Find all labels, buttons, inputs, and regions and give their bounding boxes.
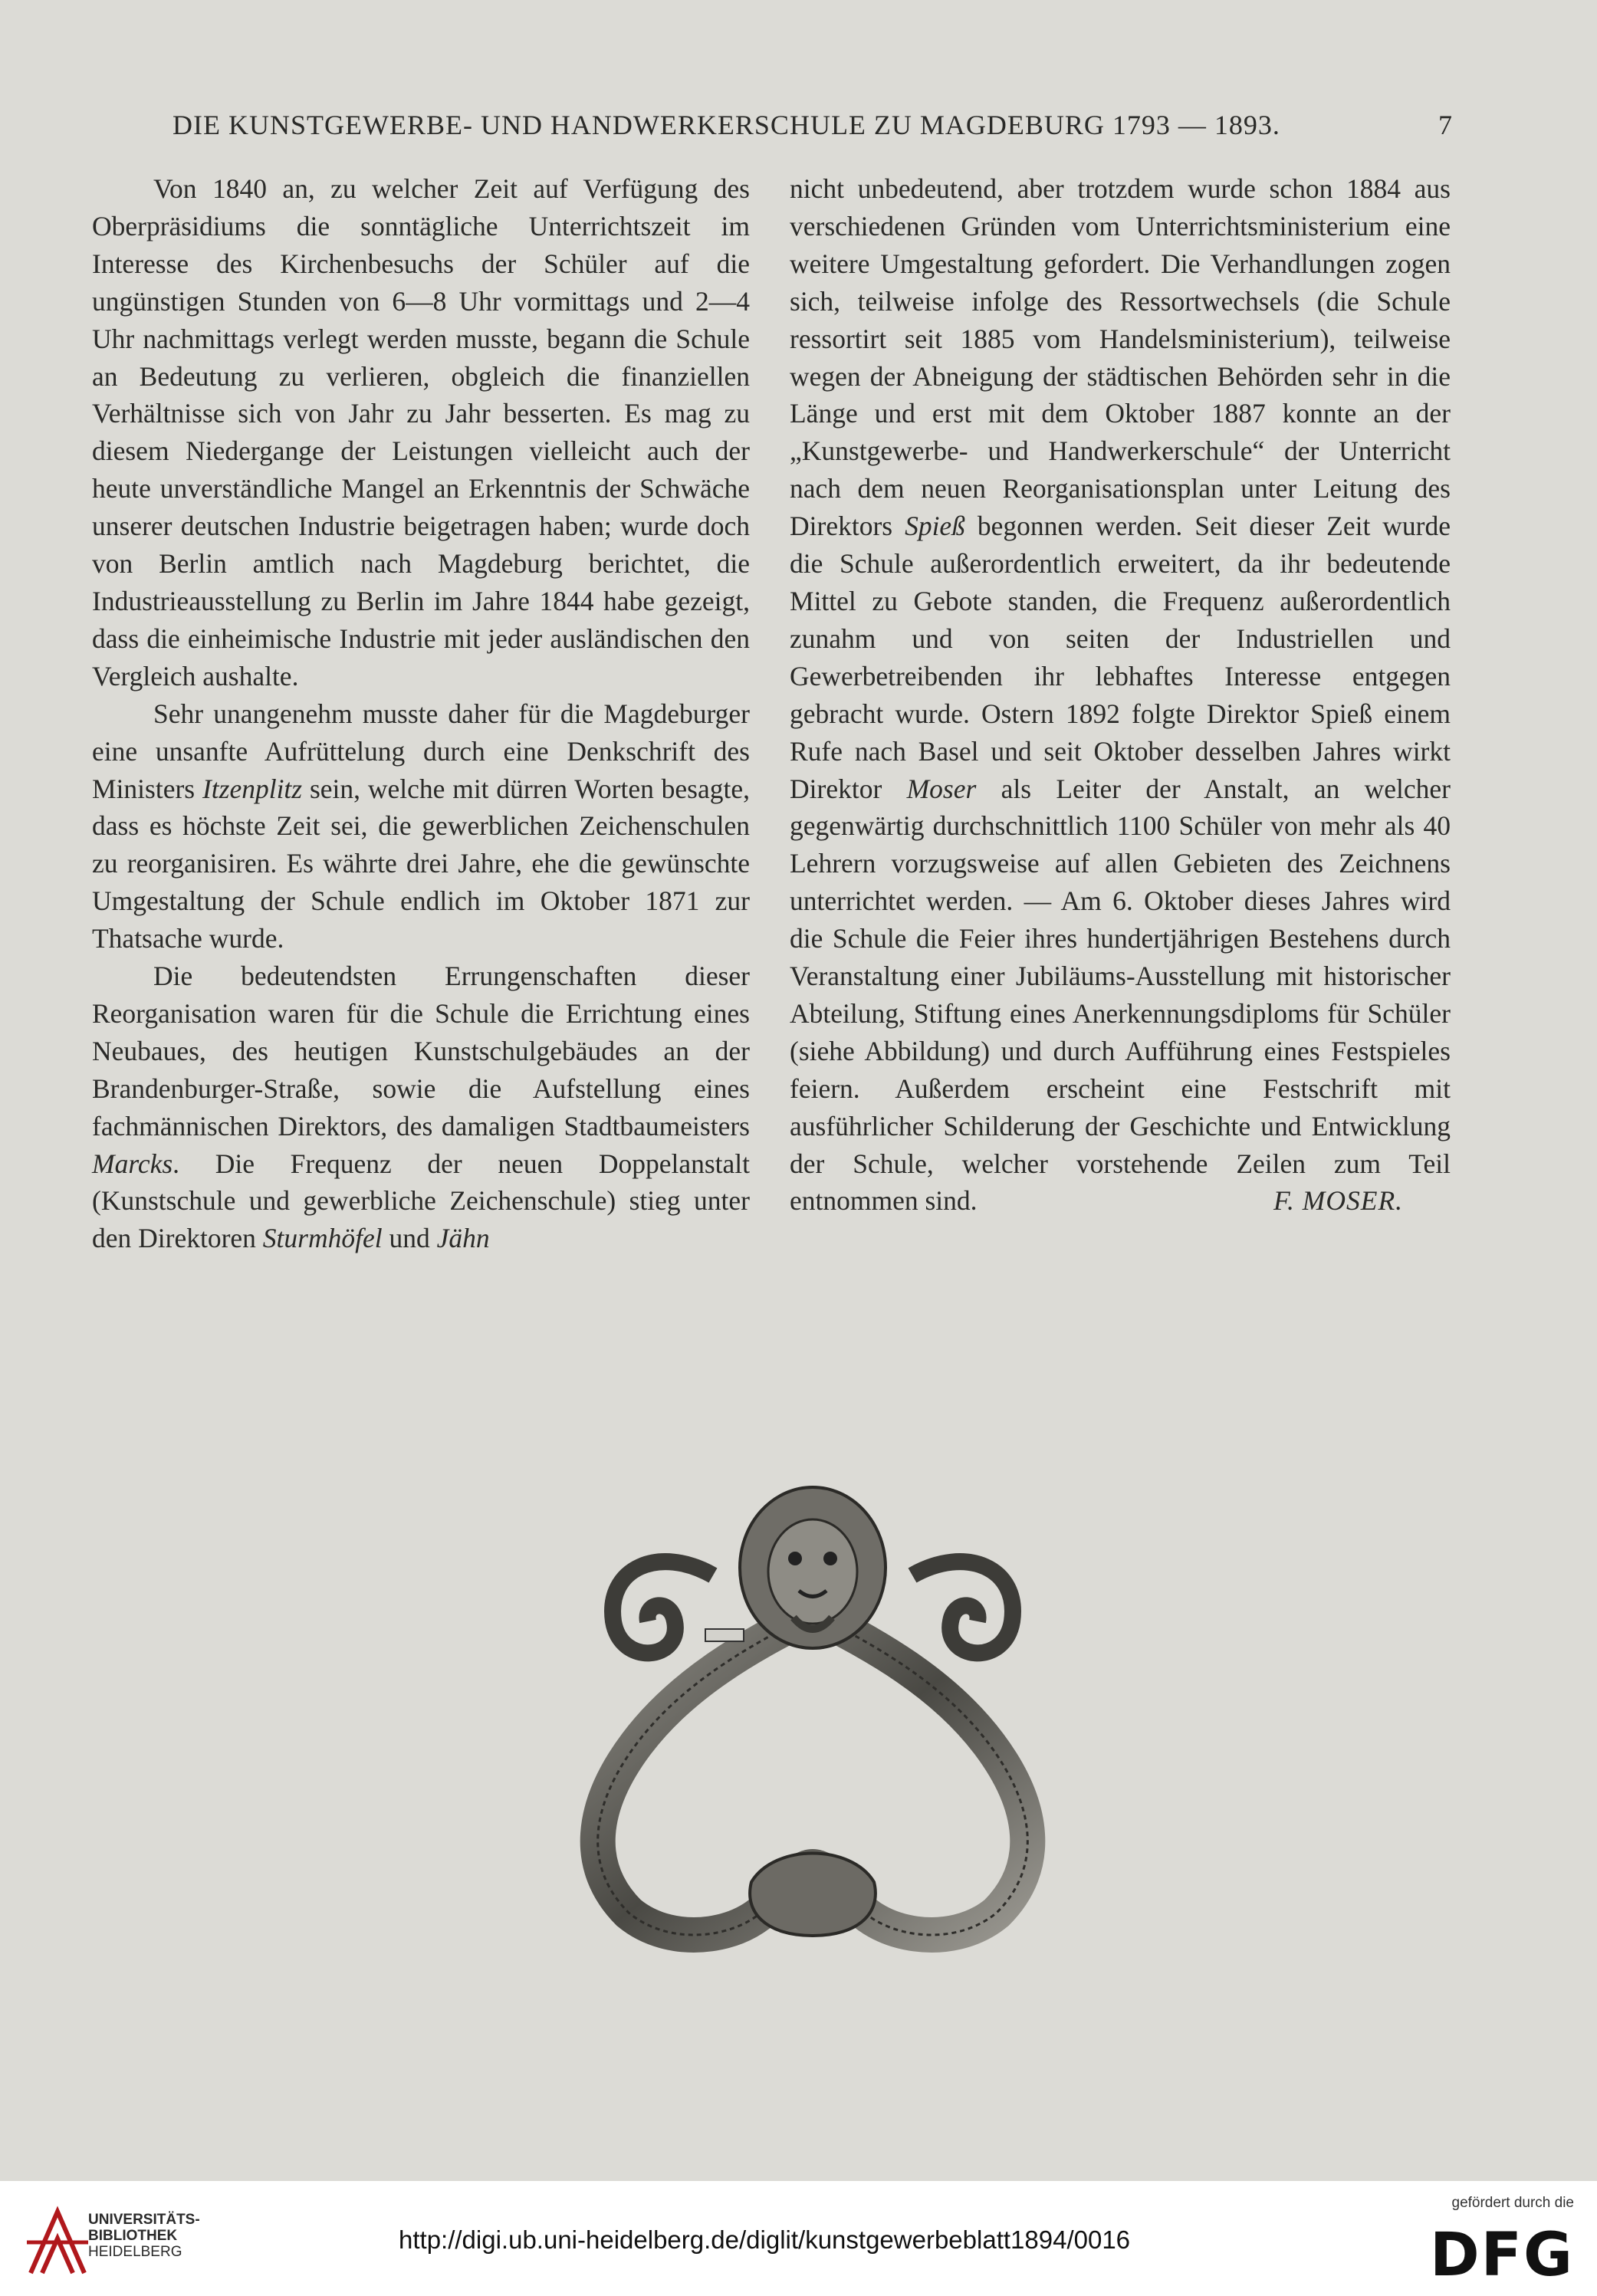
door-knocker-illustration [521, 1483, 1104, 1959]
left-column [92, 170, 750, 1257]
person-name: Marcks [92, 1148, 173, 1179]
person-name: Moser [906, 773, 977, 804]
paragraph-text: . Die Frequenz der neuen Doppelanstalt (Kunstschule und gewerbliche Zeichenschule) stieg unter den Direktoren [92, 1148, 750, 1254]
paragraph [92, 957, 750, 1257]
university-library-logo-icon [23, 2196, 92, 2281]
paragraph [92, 695, 750, 957]
dfg-logo: DFG [1429, 2221, 1574, 2290]
paragraph-text: nicht unbedeutend, aber trotzdem wurde schon 1884 aus verschiedenen Gründen vom Unterrichtsministerium eine weitere Umgestaltung gefordert. Die Verhandlungen zogen sich, teilweise infolge des Ressortwechsels (die Schule ressortirt seit 1885 vom Handelsministerium), teilweise wegen der Abneigung der städtischen Behörden sehr in die Länge und erst mit dem Oktober 1887 konnte an der „Kunstgewerbe- und Handwerkerschule“ der Unterricht nach dem neuen Reorganisationsplan unter Leitung des Direktors [790, 173, 1451, 542]
paragraph-text: begonnen werden. Seit dieser Zeit wurde die Schule außerordentlich erweitert, da ihr bedeutende Mittel zu Gebote standen, die Frequenz außerordentlich zunahm und von seiten der Industriellen und Gewerbetreibenden ihr lebhaftes Interesse entgegen gebracht wurde. Ostern 1892 folgte Direktor Spieß einem Rufe nach Basel und seit Oktober desselben Jahres wirkt Direktor [790, 511, 1451, 804]
paragraph-text: Von 1840 an, zu welcher Zeit auf Verfügung des Oberpräsidiums die sonntägliche Unterrichtszeit im Interesse des Kirchenbesuchs der Schüler auf die ungünstigen Stunden von 6—8 Uhr vormittags und 2—4 Uhr nachmittags verlegt werden musste, begann die Schule an Bedeutung zu verlieren, obgleich die finanziellen Verhältnisse sich von Jahr zu Jahr besserten. Es mag zu diesem Niedergange der Leistungen vielleicht auch der heute unverständliche Mangel an Erkenntnis der Schwäche unserer deutschen Industrie beigetragen haben; wurde doch von Berlin amtlich nach Magdeburg berichtet, die Industrieausstellung zu Berlin im Jahre 1844 habe gezeigt, dass die einheimische Industrie mit jeder ausländischen den Vergleich aushalte. [92, 173, 750, 691]
paragraph [92, 170, 750, 695]
paragraph-text: Sehr unangenehm musste daher für die Magdeburger eine unsanfte Aufrüttelung durch eine Denkschrift des Ministers [92, 698, 750, 804]
author-signature: F. MOSER. [1273, 1185, 1403, 1217]
library-name [88, 2212, 200, 2260]
paragraph [790, 170, 1451, 1220]
paragraph-text: sein, welche mit dürren Worten besagte, dass es höchste Zeit sei, die gewerblichen Zeichenschulen zu reorganisiren. Es währte drei Jahre, ehe die gewünschte Umgestaltung der Schule endlich im Oktober 1871 zur Thatsache wurde. [92, 773, 750, 954]
person-name: Jähn [436, 1223, 490, 1254]
person-name: Spieß [905, 511, 965, 542]
person-name: Itzenplitz [202, 773, 303, 804]
paragraph-text: und [382, 1223, 437, 1254]
running-head-title: DIE KUNSTGEWERBE- UND HANDWERKERSCHULE ZU MAGDEBURG 1793 — 1893. [173, 110, 1280, 140]
funding-note: gefördert durch die [1451, 2195, 1574, 2211]
right-column [790, 170, 1451, 1220]
person-name: Sturmhöfel [262, 1223, 383, 1254]
library-name-line: HEIDELBERG [88, 2244, 182, 2260]
library-name-line: UNIVERSITÄTS- [88, 2212, 200, 2228]
library-name-line: BIBLIOTHEK [88, 2228, 178, 2244]
digitization-footer [0, 2181, 1597, 2296]
paragraph-text: Die bedeutendsten Errungenschaften dieser Reorganisation waren für die Schule die Errichtung eines Neubaues, des heutigen Kunstschulgebäudes an der Brandenburger-Straße, sowie die Aufstellung eines fachmännischen Direktors, des damaligen Stadtbaumeisters [92, 961, 750, 1141]
source-url-link[interactable]: http://digi.ub.uni-heidelberg.de/diglit/kunstgewerbeblatt1894/0016 [399, 2225, 1131, 2254]
paragraph-text: als Leiter der Anstalt, an welcher gegenwärtig durchschnittlich 1100 Schüler von mehr als 40 Lehrern vorzugsweise auf allen Gebieten des Zeichnens unterrichtet werden. — Am 6. Oktober dieses Jahres wird die Schule die Feier ihres hundertjährigen Bestehens durch Veranstaltung einer Jubiläums-Ausstellung mit historischer Abteilung, Stiftung eines Anerkennungsdiploms für Schüler (siehe Abbildung) und durch Aufführung eines Festspieles feiern. Außerdem erscheint eine Festschrift mit ausführlicher Schilderung der Geschichte und Entwicklung der Schule, welcher vorstehende Zeilen zum Teil entnommen sind. [790, 773, 1451, 1217]
page-number: 7 [1438, 110, 1453, 140]
running-head [173, 109, 1453, 141]
